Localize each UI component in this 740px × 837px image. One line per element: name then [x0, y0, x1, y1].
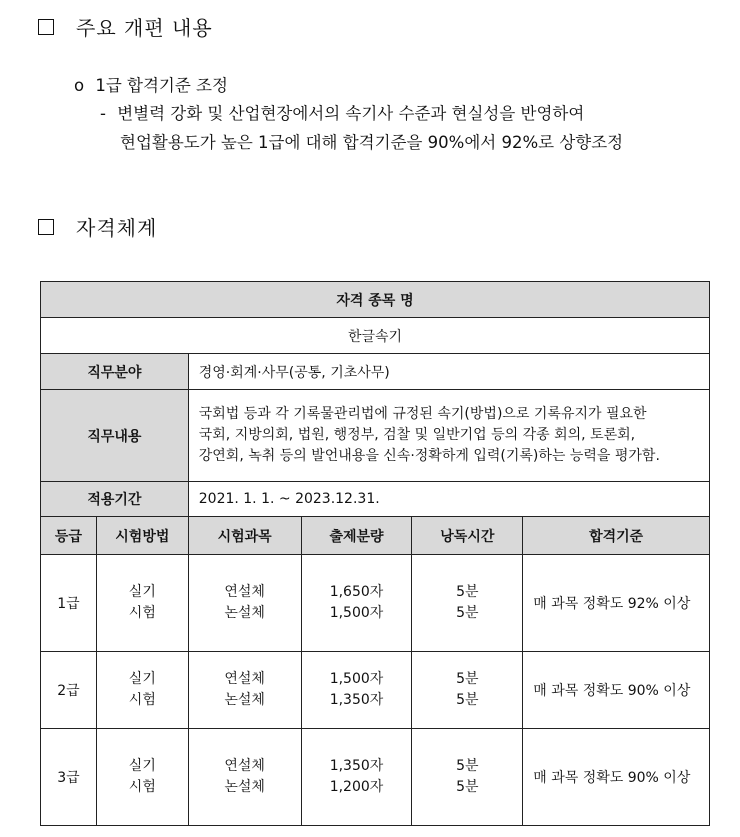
amount-line: 1,500자 [329, 671, 384, 687]
subject-line: 논설체 [224, 692, 265, 708]
table-row [41, 555, 710, 652]
section-heading-system [38, 212, 157, 241]
time-line: 5분 [456, 605, 479, 621]
time-line: 5분 [456, 671, 479, 687]
method-line: 시험 [128, 692, 156, 708]
column-header: 등급 [41, 517, 97, 555]
column-header: 출제분량 [301, 517, 412, 555]
time-line: 5분 [456, 692, 479, 708]
description-line-1 [100, 100, 584, 124]
duty-description [188, 390, 709, 482]
amount-cell [301, 729, 412, 826]
amount-cell [301, 555, 412, 652]
duty-line: 국회법 등과 각 기록물관리법에 규정된 속기(방법)으로 기록유지가 필요한 [198, 406, 647, 422]
field-label: 직무분야 [41, 354, 189, 390]
section-title: 자격체계 [76, 216, 158, 240]
amount-line: 1,500자 [329, 605, 384, 621]
qualification-table [40, 281, 710, 826]
criteria-cell: 매 과목 정확도 90% 이상 [523, 652, 710, 729]
time-cell [412, 555, 523, 652]
method-line: 시험 [128, 605, 156, 621]
time-cell [412, 652, 523, 729]
subject-cell [188, 652, 301, 729]
method-line: 시험 [128, 779, 156, 795]
subject-line: 연설체 [224, 671, 265, 687]
time-line: 5분 [456, 779, 479, 795]
period-value: 2021. 1. 1. ~ 2023.12.31. [188, 482, 709, 517]
method-cell [96, 555, 188, 652]
time-line: 5분 [456, 584, 479, 600]
duty-line: 국회, 지방의회, 법원, 행정부, 검찰 및 일반기업 등의 각종 회의, 토론회, [198, 427, 636, 443]
subject-line: 연설체 [224, 758, 265, 774]
subject-line: 논설체 [224, 605, 265, 621]
column-header: 낭독시간 [412, 517, 523, 555]
table-header-title: 자격 종목 명 [41, 282, 710, 318]
method-cell [96, 729, 188, 826]
description-text-1: 변별력 강화 및 산업현장에서의 속기사 수준과 현실성을 반영하여 [117, 104, 585, 123]
circle-bullet-icon: o [74, 76, 85, 95]
subject-cell [188, 555, 301, 652]
grade-cell: 1급 [41, 555, 97, 652]
field-value: 경영·회계·사무(공통, 기초사무) [188, 354, 709, 390]
period-label: 적용기간 [41, 482, 189, 517]
amount-line: 1,350자 [329, 758, 384, 774]
amount-line: 1,350자 [329, 692, 384, 708]
grade-cell: 3급 [41, 729, 97, 826]
column-header: 시험과목 [188, 517, 301, 555]
bullet-point [74, 72, 228, 96]
table-row [41, 729, 710, 826]
time-line: 5분 [456, 758, 479, 774]
subject-line: 연설체 [224, 584, 265, 600]
amount-line: 1,650자 [329, 584, 384, 600]
section-heading-reform [38, 12, 213, 41]
table-row [41, 652, 710, 729]
subject-line: 논설체 [224, 779, 265, 795]
section-title: 주요 개편 내용 [76, 16, 213, 40]
subject-cell [188, 729, 301, 826]
column-header: 시험방법 [96, 517, 188, 555]
checkbox-square-icon [38, 219, 54, 235]
duty-label: 직무내용 [41, 390, 189, 482]
dash-marker: - [100, 104, 106, 123]
method-line: 실기 [128, 584, 156, 600]
column-header: 합격기준 [523, 517, 710, 555]
duty-line: 강연회, 녹취 등의 발언내용을 신속·정확하게 입력(기록)하는 능력을 평가함. [198, 448, 660, 464]
time-cell [412, 729, 523, 826]
amount-line: 1,200자 [329, 779, 384, 795]
criteria-cell: 매 과목 정확도 90% 이상 [523, 729, 710, 826]
method-cell [96, 652, 188, 729]
amount-cell [301, 652, 412, 729]
method-line: 실기 [128, 671, 156, 687]
description-line-2: 현업활용도가 높은 1급에 대해 합격기준을 90%에서 92%로 상향조정 [120, 133, 624, 152]
checkbox-square-icon [38, 19, 54, 35]
grade-cell: 2급 [41, 652, 97, 729]
criteria-cell: 매 과목 정확도 92% 이상 [523, 555, 710, 652]
bullet-title: 1급 합격기준 조정 [95, 76, 228, 95]
method-line: 실기 [128, 758, 156, 774]
item-name: 한글속기 [41, 318, 710, 354]
